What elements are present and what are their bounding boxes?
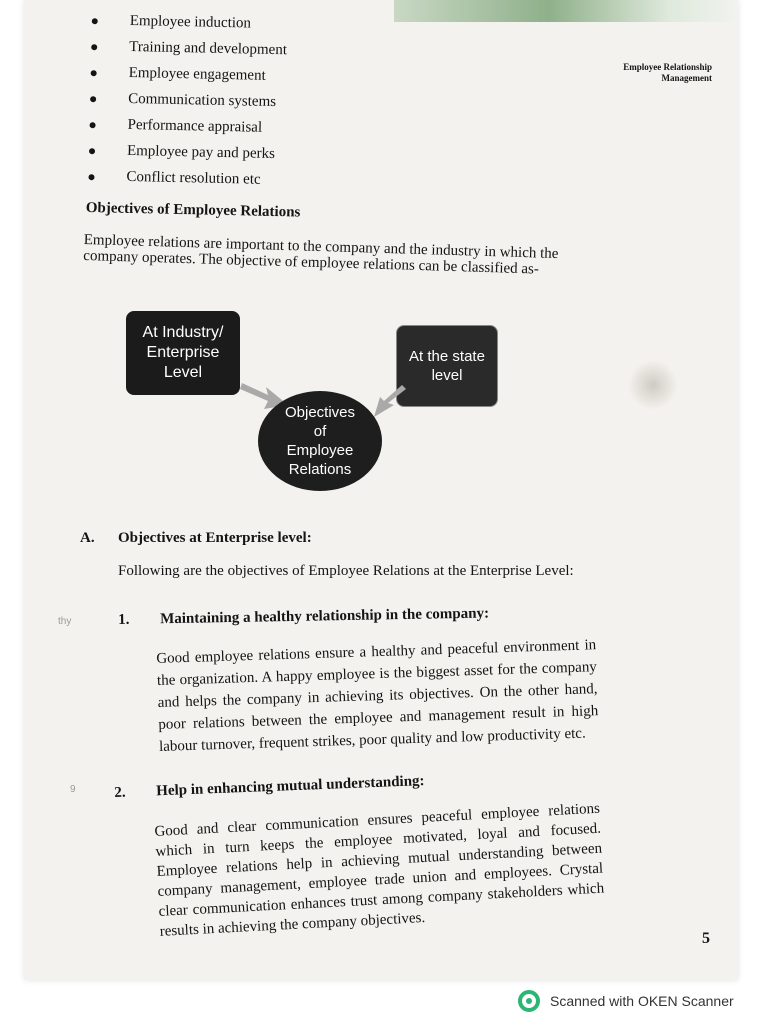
- list-item: Conflict resolution etc: [80, 166, 380, 198]
- oken-scanner-logo-icon: [518, 990, 540, 1012]
- bullet-icon: [92, 18, 98, 24]
- bullet-icon: [89, 148, 95, 154]
- running-header: [572, 62, 712, 84]
- margin-mark: 9: [70, 784, 76, 795]
- list-item: Employee engagement: [82, 62, 382, 94]
- item-1-heading: 1. Maintaining a healthy relationship in the company:: [118, 605, 490, 628]
- bullet-icon: [90, 96, 96, 102]
- header-line-2: Management: [661, 73, 712, 83]
- item-1-body: Good employee relations ensure a healthy and peaceful environment in the organization. A happy employee is the biggest asset for the company and helps the company in achieving its objectives. On the other hand, poor relations between the employee and management result in high labour turnover, frequent strikes, poor quality and low productivity etc.: [156, 637, 599, 755]
- list-item: Training and development: [83, 36, 383, 68]
- intro-paragraph: Employee relations are important to the company and the industry in which the company operates. The objective of employee relations can be classified as-: [83, 232, 559, 278]
- objectives-heading: Objectives of Employee Relations: [85, 200, 301, 221]
- scanner-watermark: [518, 990, 734, 1012]
- document-page: [24, 0, 738, 980]
- enterprise-level-box: At Industry/ Enterprise Level: [126, 311, 240, 395]
- item-2-heading: 2. Help in enhancing mutual understanding:: [114, 773, 425, 801]
- objectives-circle: Objectives of Employee Relations: [258, 391, 382, 491]
- state-level-box: At the state level: [396, 325, 498, 407]
- margin-mark: thy: [58, 616, 72, 627]
- header-line-1: Employee Relationship: [623, 62, 712, 72]
- list-item: Employee induction: [83, 10, 383, 42]
- scanner-text: Scanned with OKEN Scanner: [550, 993, 734, 1009]
- list-item: Performance appraisal: [81, 114, 381, 146]
- list-item: Employee pay and perks: [81, 140, 381, 172]
- background-photo-strip: [394, 0, 738, 22]
- bullet-icon: [88, 174, 94, 180]
- page-number: 5: [702, 930, 710, 947]
- section-a-body: Following are the objectives of Employee Relations at the Enterprise Level:: [118, 563, 574, 579]
- bullet-icon: [91, 44, 97, 50]
- arrow-right-icon: [370, 385, 410, 421]
- scan-smudge: [628, 360, 678, 410]
- section-a-heading: A. Objectives at Enterprise level:: [80, 530, 312, 546]
- item-2-body: Good and clear communication ensures peaceful employee relations which in turn keeps the employee motivated, loyal and focused. Employee relations help in achieving mutual understanding between company management, employee trade union and employees. Crystal clear communication enhances trust among company stakeholders which results in achieving the company objectives.: [154, 800, 605, 940]
- list-item: Communication systems: [82, 88, 382, 120]
- bullet-icon: [90, 122, 96, 128]
- bullet-icon: [91, 70, 97, 76]
- bullet-list: [80, 10, 384, 198]
